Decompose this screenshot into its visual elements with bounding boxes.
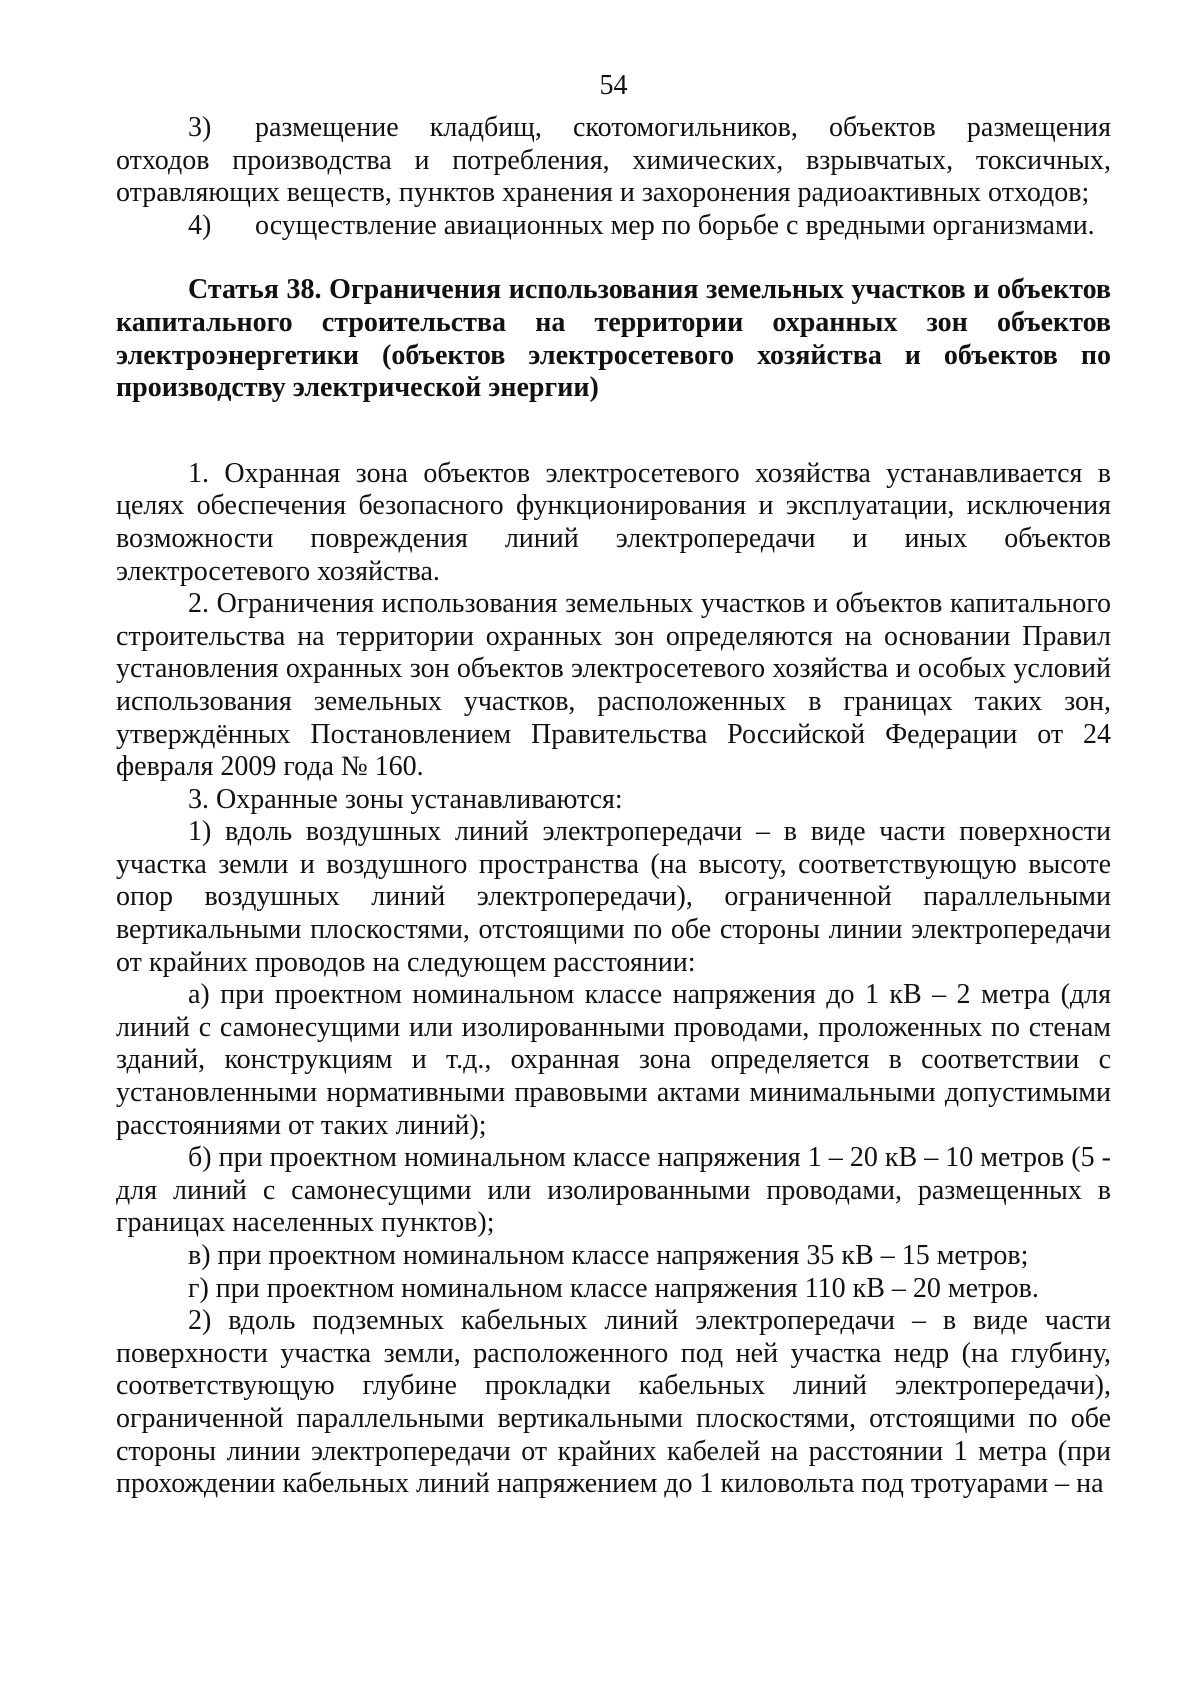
paragraph: 2) вдоль подземных кабельных линий электропередачи – в виде части поверхности участка земли, расположенного под ней участка недр (на глубину, соответствующую глубине прокладки кабельных линий электропередачи), ограниченной параллельными вертикальными плоскостями, отстоящими по обе стороны линии электропередачи от крайних кабелей на расстоянии 1 метра (при прохождении кабельных линий напряжением до 1 киловольта под тротуарами – на: [116, 1305, 1111, 1500]
paragraph: в) при проектном номинальном классе напряжения 35 кВ – 15 метров;: [188, 1240, 1029, 1271]
paragraph: 1. Охранная зона объектов электросетевого хозяйства устанавливается в целях обеспечения безопасного функционирования и эксплуатации, исключения возможности повреждения линий электропередачи и иных объектов электросетевого хозяйства.: [116, 457, 1111, 587]
page-number: 54: [599, 70, 628, 101]
list-item: [116, 112, 1111, 210]
list-item-number: 4): [188, 209, 212, 241]
document-page: [116, 68, 1111, 1501]
paragraph: г) при проектном номинальном классе напряжения 110 кВ – 20 метров.: [188, 1272, 1039, 1304]
list-item: [116, 210, 1111, 243]
paragraph: 2. Ограничения использования земельных участков и объектов капитального строительства на территории охранных зон определяются на основании Правил установления охранных зон объектов электросетевого хозяйства и особых условий использования земельных участков, расположенных в границах таких зон, утверждённых Постановлением Правительства Российской Федерации от 24 февраля 2009 года № 160.: [116, 588, 1111, 783]
article-title: Статья 38. Ограничения использования земельных участков и объектов капитального строительства на территории охранных зон объектов электроэнергетики (объектов электросетевого хозяйства и объектов по производству электрической энергии): [116, 274, 1111, 404]
paragraph: 3. Охранные зоны устанавливаются:: [188, 783, 623, 815]
paragraph: б) при проектном номинальном классе напряжения 1 – 20 кВ – 10 метров (5 - для линий с самонесущими или изолированными проводами, размещенных в границах населенных пунктов);: [116, 1142, 1111, 1239]
section-spacer: [116, 405, 1111, 458]
list-item-text: осуществление авиационных мер по борьбе с вредными организмами.: [255, 209, 1095, 241]
paragraph: 1) вдоль воздушных линий электропередачи – в виде части поверхности участка земли и воздушного пространства (на высоту, соответствующую высоте опор воздушных линий электропередачи), ограниченной параллельными вертикальными плоскостями, отстоящими по обе стороны линии электропередачи от крайних проводов на следующем расстоянии:: [116, 816, 1111, 978]
paragraph: а) при проектном номинальном классе напряжения до 1 кВ – 2 метра (для линий с самонесущими или изолированными проводами, проложенных по стенам зданий, конструкциям и т.д., охранная зона определяется в соответствии с установленными нормативными правовыми актами минимальными допустимыми расстояниями от таких линий);: [116, 979, 1111, 1141]
list-item-number: 3): [188, 112, 212, 143]
list-item-text: размещение кладбищ, скотомогильников, объектов размещения отходов производства и потребления, химических, взрывчатых, токсичных, отравляющих веществ, пунктов хранения и захоронения радиоактивных отходов;: [116, 112, 1111, 209]
